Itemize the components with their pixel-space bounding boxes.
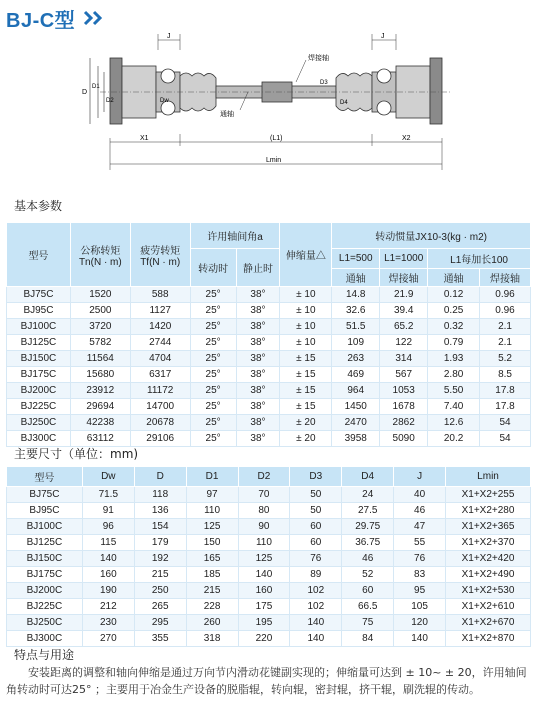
table-header-cell: Lmin	[446, 467, 531, 487]
table-cell: 120	[394, 615, 446, 631]
table-cell: 46	[394, 503, 446, 519]
table-cell: BJ125C	[7, 335, 71, 351]
label-d3: D3	[320, 80, 328, 86]
table-cell: BJ225C	[7, 399, 71, 415]
table-cell: 60	[290, 535, 342, 551]
table-cell: 118	[134, 487, 186, 503]
table-row	[7, 503, 531, 519]
table-cell: BJ200C	[7, 383, 71, 399]
table-cell: 75	[342, 615, 394, 631]
table-cell: 91	[82, 503, 134, 519]
table-cell: BJ250C	[7, 615, 83, 631]
table-cell: 109	[332, 335, 380, 351]
table-cell: X1+X2+670	[446, 615, 531, 631]
table-cell: 14.8	[332, 287, 380, 303]
table-cell: 95	[394, 583, 446, 599]
label-d: D	[82, 89, 88, 96]
table-header-cell: 型号	[7, 467, 83, 487]
table-cell: 29106	[130, 431, 190, 447]
label-d1: D1	[92, 84, 100, 90]
section-features-heading: 特点与用途	[14, 648, 75, 662]
table-cell: 63112	[70, 431, 130, 447]
table-row	[7, 303, 531, 319]
table-cell: ± 15	[280, 367, 332, 383]
table-cell: 175	[238, 599, 290, 615]
table-cell: BJ175C	[7, 367, 71, 383]
table-cell: X1+X2+870	[446, 631, 531, 647]
table-cell: 588	[130, 287, 190, 303]
label-x1: X1	[140, 135, 149, 142]
left-flange	[110, 58, 180, 124]
table-cell: 265	[134, 599, 186, 615]
double-chevron-right-icon	[83, 10, 105, 26]
table-cell: 38°	[236, 303, 280, 319]
table-cell: BJ150C	[7, 551, 83, 567]
table-row	[7, 351, 531, 367]
table-cell: 0.25	[428, 303, 480, 319]
table-cell: 318	[186, 631, 238, 647]
header-angle-rotating: 转动时	[190, 249, 236, 287]
table-cell: 160	[238, 583, 290, 599]
table-cell: 1053	[380, 383, 428, 399]
table-cell: 38°	[236, 415, 280, 431]
table-cell: 54	[480, 431, 531, 447]
table-cell: 39.4	[380, 303, 428, 319]
table-cell: 160	[82, 567, 134, 583]
table-row	[7, 599, 531, 615]
table-header-cell: J	[394, 467, 446, 487]
header-through-shaft-1: 通轴	[332, 269, 380, 287]
table-cell: 38°	[236, 351, 280, 367]
table-cell: 25°	[190, 303, 236, 319]
table-cell: BJ125C	[7, 535, 83, 551]
header-tf: 疲劳转矩 Tf(N · m)	[130, 223, 190, 287]
label-x2: X2	[402, 135, 411, 142]
header-tn: 公称转矩 Tn(N · m)	[70, 223, 130, 287]
table-cell: 3720	[70, 319, 130, 335]
table-cell: 52	[342, 567, 394, 583]
table-cell: 140	[238, 567, 290, 583]
table-cell: BJ250C	[7, 415, 71, 431]
table-cell: 11172	[130, 383, 190, 399]
table-cell: BJ225C	[7, 599, 83, 615]
header-l100: L1每加长100	[428, 249, 531, 269]
table-cell: 38°	[236, 287, 280, 303]
table-cell: 215	[186, 583, 238, 599]
table-row	[7, 487, 531, 503]
table-header-cell: D4	[342, 467, 394, 487]
table-cell: BJ150C	[7, 351, 71, 367]
header-model: 型号	[7, 223, 71, 287]
table-cell: BJ175C	[7, 567, 83, 583]
table-cell: BJ95C	[7, 303, 71, 319]
table-cell: 154	[134, 519, 186, 535]
features-text	[6, 664, 534, 698]
table-cell: 29694	[70, 399, 130, 415]
table-header-cell: D2	[238, 467, 290, 487]
table-cell: 105	[394, 599, 446, 615]
table-cell: X1+X2+610	[446, 599, 531, 615]
table-cell: 17.8	[480, 399, 531, 415]
table-cell: ± 15	[280, 383, 332, 399]
header-through-shaft-2: 通轴	[428, 269, 480, 287]
table-row	[7, 535, 531, 551]
table-cell: 295	[134, 615, 186, 631]
table-cell: ± 10	[280, 303, 332, 319]
table-cell: 76	[290, 551, 342, 567]
table-cell: 55	[394, 535, 446, 551]
header-angle: 许用轴间角a	[190, 223, 280, 249]
table-cell: 110	[238, 535, 290, 551]
header-weld-shaft-2: 焊接轴	[480, 269, 531, 287]
table-cell: 102	[290, 599, 342, 615]
table-cell: 97	[186, 487, 238, 503]
table-cell: 51.5	[332, 319, 380, 335]
table-cell: 32.6	[332, 303, 380, 319]
table-row	[7, 335, 531, 351]
table-cell: 250	[134, 583, 186, 599]
table-cell: 1678	[380, 399, 428, 415]
table-cell: X1+X2+255	[446, 487, 531, 503]
title-text: BJ-C型	[6, 9, 76, 32]
table-cell: 60	[290, 519, 342, 535]
table-cell: 14700	[130, 399, 190, 415]
table-cell: 38°	[236, 367, 280, 383]
table-cell: 6317	[130, 367, 190, 383]
table-cell: BJ75C	[7, 287, 71, 303]
table-cell: 2862	[380, 415, 428, 431]
table-cell: 2744	[130, 335, 190, 351]
table-cell: ± 10	[280, 287, 332, 303]
table-cell: 29.75	[342, 519, 394, 535]
table-cell: 230	[82, 615, 134, 631]
table-cell: 192	[134, 551, 186, 567]
table-cell: 140	[82, 551, 134, 567]
table-cell: ± 10	[280, 335, 332, 351]
table-cell: 76	[394, 551, 446, 567]
table-cell: 220	[238, 631, 290, 647]
table-cell: ± 20	[280, 415, 332, 431]
table-cell: ± 15	[280, 351, 332, 367]
coupling-drawing	[70, 30, 470, 170]
table-cell: 25°	[190, 287, 236, 303]
table-row	[7, 615, 531, 631]
table-cell: 125	[186, 519, 238, 535]
table-row	[7, 415, 531, 431]
table-cell: BJ95C	[7, 503, 83, 519]
table-cell: 215	[134, 567, 186, 583]
table-cell: 4704	[130, 351, 190, 367]
table-cell: 25°	[190, 351, 236, 367]
table-cell: 71.5	[82, 487, 134, 503]
section-dimensions-heading: 主要尺寸（单位：mm)	[14, 447, 139, 461]
table-cell: 50	[290, 503, 342, 519]
table-cell: 964	[332, 383, 380, 399]
dimensions-table	[6, 466, 531, 647]
table-cell: 140	[290, 615, 342, 631]
table-cell: 60	[342, 583, 394, 599]
table-cell: 83	[394, 567, 446, 583]
table-cell: 110	[186, 503, 238, 519]
table-row	[7, 583, 531, 599]
header-inertia: 转动惯量JX10-3(kg · m2)	[332, 223, 531, 249]
table-cell: 5782	[70, 335, 130, 351]
table-cell: 190	[82, 583, 134, 599]
table-cell: 89	[290, 567, 342, 583]
table-cell: 355	[134, 631, 186, 647]
label-weld-shaft: 焊接轴	[308, 55, 329, 62]
header-angle-static: 静止时	[236, 249, 280, 287]
table-cell: 0.96	[480, 287, 531, 303]
table-cell: 23912	[70, 383, 130, 399]
table-cell: 17.8	[480, 383, 531, 399]
table-cell: 84	[342, 631, 394, 647]
table-cell: 42238	[70, 415, 130, 431]
label-l1: (L1)	[270, 135, 283, 142]
table-cell: 3958	[332, 431, 380, 447]
table-row	[7, 287, 531, 303]
table-cell: BJ300C	[7, 431, 71, 447]
table-cell: ± 20	[280, 431, 332, 447]
basic-params-table	[6, 222, 531, 447]
table-cell: X1+X2+370	[446, 535, 531, 551]
table-cell: BJ100C	[7, 519, 83, 535]
table-cell: 1520	[70, 287, 130, 303]
table-row	[7, 399, 531, 415]
table-cell: 195	[238, 615, 290, 631]
table-cell: 80	[238, 503, 290, 519]
table-cell: 96	[82, 519, 134, 535]
table-cell: 150	[186, 535, 238, 551]
table-row	[7, 567, 531, 583]
table-cell: 25°	[190, 431, 236, 447]
label-j-right: J	[381, 33, 385, 40]
table-cell: 0.79	[428, 335, 480, 351]
table-cell: X1+X2+420	[446, 551, 531, 567]
table-cell: 228	[186, 599, 238, 615]
table-cell: 38°	[236, 335, 280, 351]
table-cell: 90	[238, 519, 290, 535]
table-cell: X1+X2+490	[446, 567, 531, 583]
table-row	[7, 519, 531, 535]
label-j-left: J	[167, 33, 171, 40]
table-cell: 136	[134, 503, 186, 519]
table-cell: 12.6	[428, 415, 480, 431]
table-cell: 263	[332, 351, 380, 367]
table-cell: 0.32	[428, 319, 480, 335]
table-cell: X1+X2+280	[446, 503, 531, 519]
table-cell: 314	[380, 351, 428, 367]
table-header-cell: D	[134, 467, 186, 487]
table-cell: 469	[332, 367, 380, 383]
features-paragraph: 安装距离的调整和轴向伸缩是通过万向节内滑动花键副实现的；伸缩量可达到 ± 10~ ± 20，许用轴间角转动时可达25° ；主要用于冶金生产设备的脱脂辊，转向辊，密封辊，挤干辊，刷洗辊的传动。	[6, 666, 527, 696]
table-cell: 125	[238, 551, 290, 567]
table-cell: BJ75C	[7, 487, 83, 503]
table-cell: 0.12	[428, 287, 480, 303]
table-cell: 5090	[380, 431, 428, 447]
table-cell: 5.50	[428, 383, 480, 399]
label-d2: D2	[106, 98, 114, 104]
table-cell: 38°	[236, 399, 280, 415]
table-cell: 38°	[236, 319, 280, 335]
table-cell: 122	[380, 335, 428, 351]
table-cell: 260	[186, 615, 238, 631]
table-row	[7, 367, 531, 383]
table-row	[7, 551, 531, 567]
table-cell: 25°	[190, 335, 236, 351]
table-cell: 1420	[130, 319, 190, 335]
table-cell: 54	[480, 415, 531, 431]
table-cell: 2.1	[480, 319, 531, 335]
table-cell: ± 15	[280, 399, 332, 415]
table-cell: 140	[394, 631, 446, 647]
right-flange	[372, 58, 442, 124]
table-cell: 25°	[190, 415, 236, 431]
table-cell: 1450	[332, 399, 380, 415]
table-cell: 27.5	[342, 503, 394, 519]
table-cell: 5.2	[480, 351, 531, 367]
table-cell: 185	[186, 567, 238, 583]
section-basic-params-heading: 基本参数	[14, 199, 63, 213]
header-l500: L1=500	[332, 249, 380, 269]
table-row	[7, 383, 531, 399]
table-cell: 1127	[130, 303, 190, 319]
header-stretch: 伸缩量△	[280, 223, 332, 287]
table-cell: 20.2	[428, 431, 480, 447]
table-cell: BJ300C	[7, 631, 83, 647]
table-cell: 270	[82, 631, 134, 647]
table-cell: BJ100C	[7, 319, 71, 335]
label-dw: Dw	[160, 98, 169, 104]
table-cell: 70	[238, 487, 290, 503]
table-cell: 38°	[236, 431, 280, 447]
table-cell: 7.40	[428, 399, 480, 415]
table-cell: 102	[290, 583, 342, 599]
table-cell: 65.2	[380, 319, 428, 335]
table-cell: 47	[394, 519, 446, 535]
table-header-cell: D1	[186, 467, 238, 487]
table-cell: 2470	[332, 415, 380, 431]
table-cell: 38°	[236, 383, 280, 399]
table-header-cell: Dw	[82, 467, 134, 487]
table-header-cell: D3	[290, 467, 342, 487]
table-cell: 25°	[190, 383, 236, 399]
table-row	[7, 319, 531, 335]
table-cell: 40	[394, 487, 446, 503]
header-weld-shaft-1: 焊接轴	[380, 269, 428, 287]
table-cell: 2.80	[428, 367, 480, 383]
table-cell: 46	[342, 551, 394, 567]
table-cell: 20678	[130, 415, 190, 431]
table-cell: 8.5	[480, 367, 531, 383]
table-cell: X1+X2+530	[446, 583, 531, 599]
table-cell: 115	[82, 535, 134, 551]
table-row	[7, 631, 531, 647]
table-cell: 140	[290, 631, 342, 647]
label-d4: D4	[340, 100, 348, 106]
table-cell: X1+X2+365	[446, 519, 531, 535]
table-cell: 21.9	[380, 287, 428, 303]
table-cell: BJ200C	[7, 583, 83, 599]
table-cell: 25°	[190, 319, 236, 335]
label-lmin: Lmin	[266, 157, 282, 164]
table-cell: 66.5	[342, 599, 394, 615]
table-cell: 25°	[190, 367, 236, 383]
table-cell: 2500	[70, 303, 130, 319]
table-cell: 0.96	[480, 303, 531, 319]
table-cell: 25°	[190, 399, 236, 415]
table-cell: 50	[290, 487, 342, 503]
table-cell: 36.75	[342, 535, 394, 551]
table-cell: 11564	[70, 351, 130, 367]
table-cell: 179	[134, 535, 186, 551]
table-cell: 2.1	[480, 335, 531, 351]
label-through-shaft: 通轴	[220, 111, 234, 118]
table-cell: 212	[82, 599, 134, 615]
table-cell: 15680	[70, 367, 130, 383]
table-cell: 24	[342, 487, 394, 503]
table-cell: 1.93	[428, 351, 480, 367]
table-cell: ± 10	[280, 319, 332, 335]
header-l1000: L1=1000	[380, 249, 428, 269]
page-title	[6, 6, 105, 30]
table-cell: 165	[186, 551, 238, 567]
table-cell: 567	[380, 367, 428, 383]
